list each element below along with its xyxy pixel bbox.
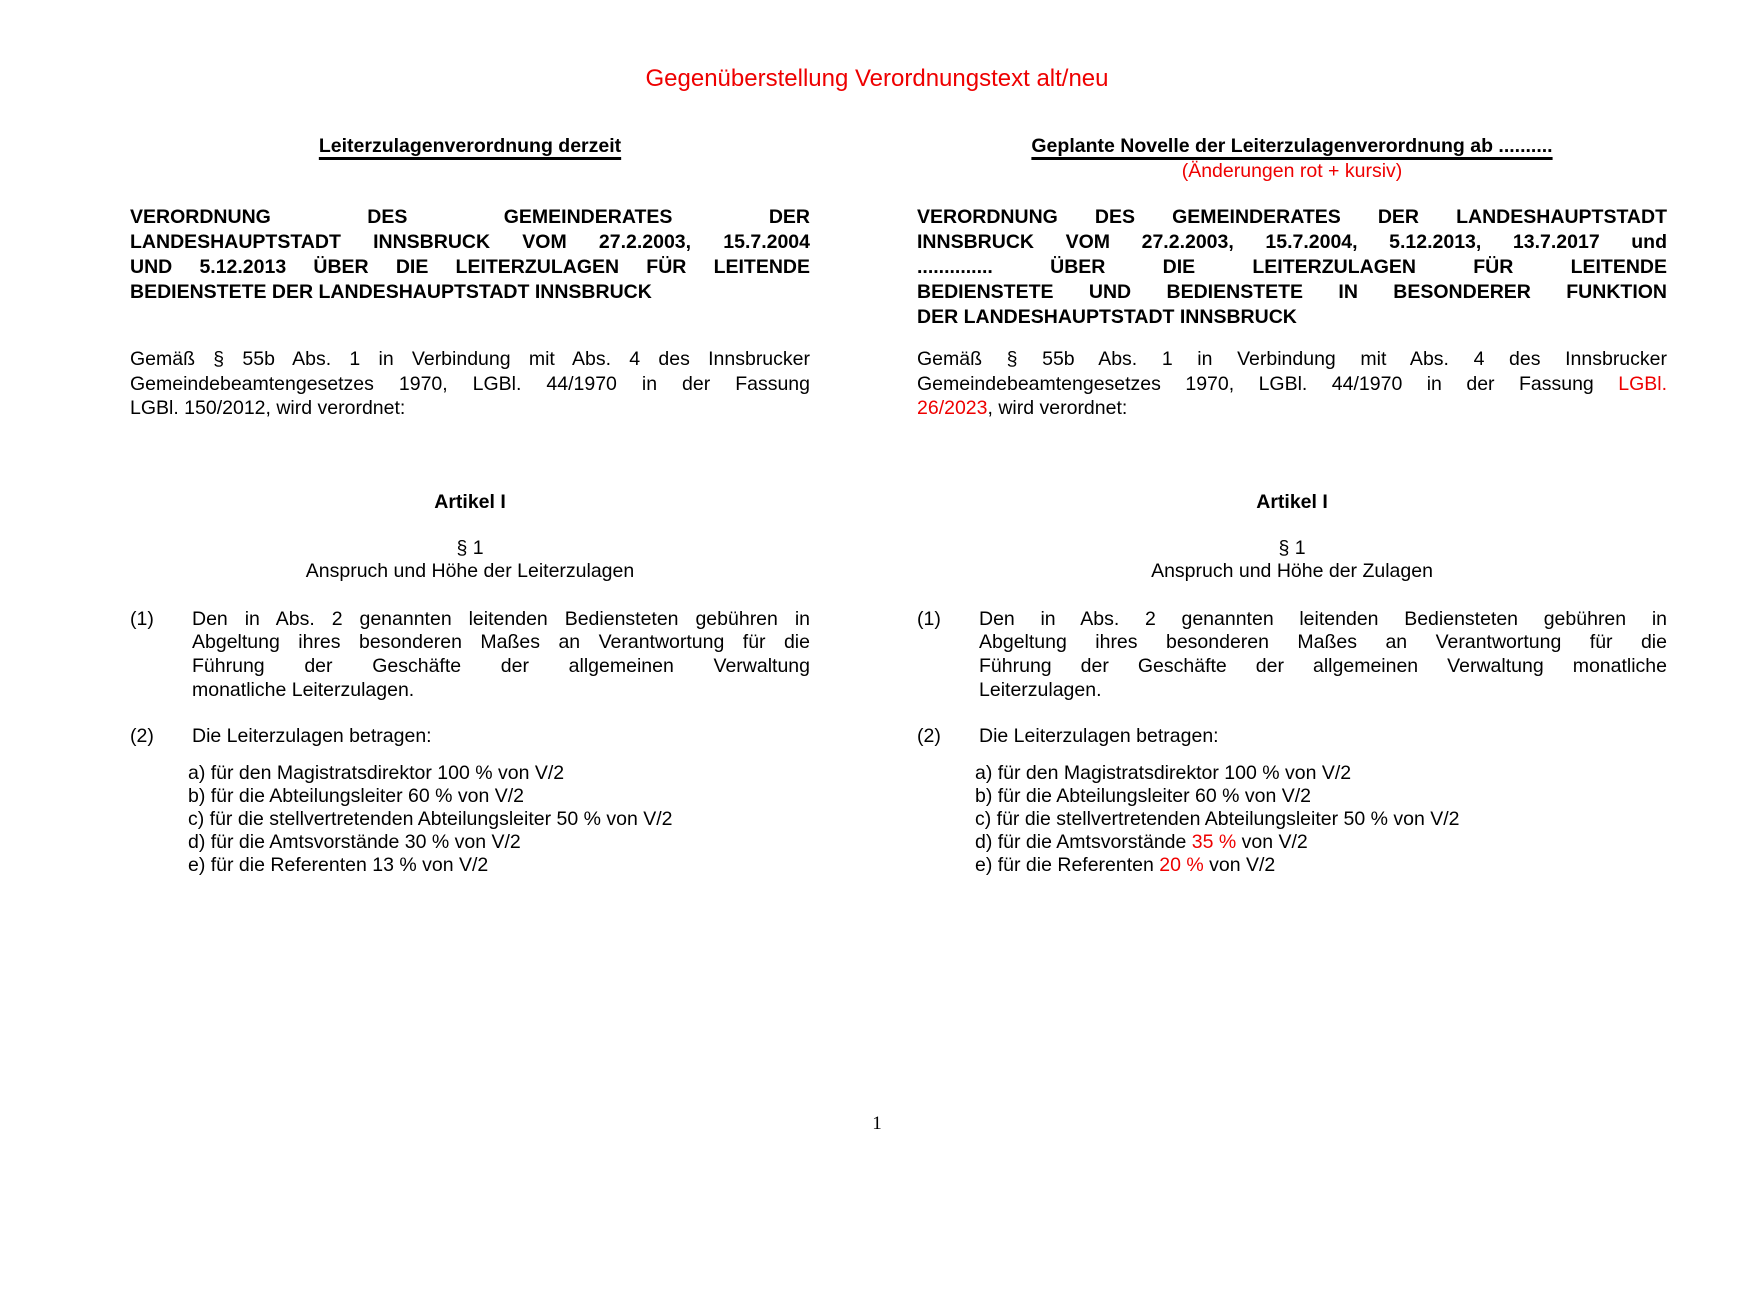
paragraph-1-row	[130, 608, 1667, 703]
text-line: Gemeindebeamtengesetzes 1970, LGBl. 44/1970 in der Fassung LGBl.	[917, 372, 1667, 395]
old-paragraph-2-number: (2)	[130, 724, 154, 747]
legal-basis-row	[130, 347, 1667, 421]
new-paragraph-2-number: (2)	[917, 724, 941, 747]
new-decree-title	[917, 205, 1667, 330]
text-line: BEDIENSTETE DER LANDESHAUPTSTADT INNSBRUCK	[130, 281, 652, 303]
new-paragraph-1	[917, 608, 1667, 703]
old-section-title: Anspruch und Höhe der Leiterzulagen	[305, 560, 635, 582]
text-line: Abgeltung ihres besonderen Maßes an Verantwortung für die	[192, 631, 810, 654]
list-item: b) für die Abteilungsleiter 60 % von V/2	[975, 785, 1312, 808]
text-line: UND 5.12.2013 ÜBER DIE LEITERZULAGEN FÜR LEITENDE	[130, 256, 810, 278]
text-line: LGBl. 150/2012, wird verordnet:	[130, 397, 406, 419]
text-line: .............. ÜBER DIE LEITERZULAGEN FÜR LEITENDE	[917, 256, 1667, 278]
old-section-heading	[130, 537, 810, 584]
text-line: Den in Abs. 2 genannten leitenden Bediensteten gebühren in	[192, 607, 810, 630]
list-item: c) für die stellvertretenden Abteilungsleiter 50 % von V/2	[188, 808, 673, 831]
text-line: VERORDNUNG DES GEMEINDERATES DER	[130, 206, 810, 228]
new-paragraph-1-number: (1)	[917, 607, 941, 630]
text-line: LANDESHAUPTSTADT INNSBRUCK VOM 27.2.2003, 15.7.2004	[130, 231, 810, 253]
changed-text: 26/2023	[917, 397, 988, 419]
old-paragraph-2	[130, 725, 810, 749]
new-section-heading	[917, 537, 1667, 584]
text-line: Leiterzulagen.	[979, 678, 1102, 701]
old-legal-basis	[130, 347, 810, 421]
list-item: d) für die Amtsvorstände 30 % von V/2	[188, 830, 521, 853]
list-item: a) für den Magistratsdirektor 100 % von V/2	[975, 762, 1352, 785]
changed-text: 20 %	[1159, 853, 1204, 876]
text-line: INNSBRUCK VOM 27.2.2003, 15.7.2004, 5.12.2013, 13.7.2017 und	[917, 231, 1667, 253]
old-paragraph-1-text	[192, 608, 810, 703]
list-item: d) für die Amtsvorstände 35 % von V/2	[975, 830, 1308, 853]
text-line: Führung der Geschäfte der allgemeinen Verwaltung monatliche	[979, 655, 1667, 678]
decree-title-row	[130, 205, 1667, 330]
old-column-heading-text: Leiterzulagenverordnung derzeit	[318, 135, 622, 157]
comparison-table	[130, 134, 1667, 876]
new-artikel-heading: Artikel I	[1256, 490, 1328, 513]
text-line: 26/2023, wird verordnet:	[917, 397, 1128, 419]
new-section-title: Anspruch und Höhe der Zulagen	[1151, 560, 1433, 582]
new-allowance-list	[975, 762, 1667, 876]
text-line: Gemeindebeamtengesetzes 1970, LGBl. 44/1970 in der Fassung	[130, 372, 810, 395]
text-line: Den in Abs. 2 genannten leitenden Bediensteten gebühren in	[979, 607, 1667, 630]
new-column-heading-block	[917, 134, 1667, 184]
text-line: VERORDNUNG DES GEMEINDERATES DER LANDESHAUPTSTADT	[917, 206, 1667, 228]
changed-text: 35 %	[1191, 830, 1237, 853]
text-line: DER LANDESHAUPTSTADT INNSBRUCK	[917, 306, 1297, 328]
list-item: c) für die stellvertretenden Abteilungsleiter 50 % von V/2	[975, 808, 1460, 831]
document-title: Gegenüberstellung Verordnungstext alt/neu	[645, 65, 1109, 92]
section-heading-row	[130, 537, 1667, 584]
text-line: BEDIENSTETE UND BEDIENSTETE IN BESONDERER FUNKTION	[917, 281, 1667, 303]
artikel-row	[130, 490, 1667, 514]
list-item: e) für die Referenten 13 % von V/2	[188, 853, 489, 876]
old-allowance-list	[188, 762, 810, 876]
old-paragraph-2-text: Die Leiterzulagen betragen:	[192, 724, 432, 747]
new-paragraph-2	[917, 725, 1667, 749]
page-number: 1	[872, 1113, 882, 1135]
new-paragraph-1-text	[979, 608, 1667, 703]
changes-legend-note: (Änderungen rot + kursiv)	[1181, 160, 1403, 182]
new-paragraph-2-text: Die Leiterzulagen betragen:	[979, 724, 1219, 747]
new-legal-basis	[917, 347, 1667, 421]
text-line: Führung der Geschäfte der allgemeinen Verwaltung	[192, 655, 810, 678]
headings-row	[130, 134, 1667, 184]
list-item: e) für die Referenten 20 % von V/2	[975, 853, 1276, 876]
list-item: a) für den Magistratsdirektor 100 % von V/2	[188, 762, 565, 785]
text-line: monatliche Leiterzulagen.	[192, 678, 415, 701]
new-section-number: § 1	[1278, 536, 1306, 559]
text-line: Abgeltung ihres besonderen Maßes an Verantwortung für die	[979, 631, 1667, 654]
paragraph-2-row	[130, 725, 1667, 749]
text-line: Gemäß § 55b Abs. 1 in Verbindung mit Abs. 4 des Innsbrucker	[130, 348, 810, 370]
new-column-heading	[917, 134, 1667, 158]
new-column-heading-text: Geplante Novelle der Leiterzulagenverordnung ab ..........	[1031, 135, 1553, 157]
old-column-heading	[130, 134, 810, 184]
allowance-list-row	[130, 762, 1667, 876]
old-paragraph-1	[130, 608, 810, 703]
text-line: Gemäß § 55b Abs. 1 in Verbindung mit Abs. 4 des Innsbrucker	[917, 348, 1667, 370]
old-artikel-heading: Artikel I	[434, 490, 506, 513]
old-decree-title	[130, 205, 810, 330]
old-paragraph-1-number: (1)	[130, 607, 154, 630]
changed-text: LGBl.	[1618, 372, 1667, 395]
list-item: b) für die Abteilungsleiter 60 % von V/2	[188, 785, 525, 808]
old-section-number: § 1	[456, 536, 484, 559]
